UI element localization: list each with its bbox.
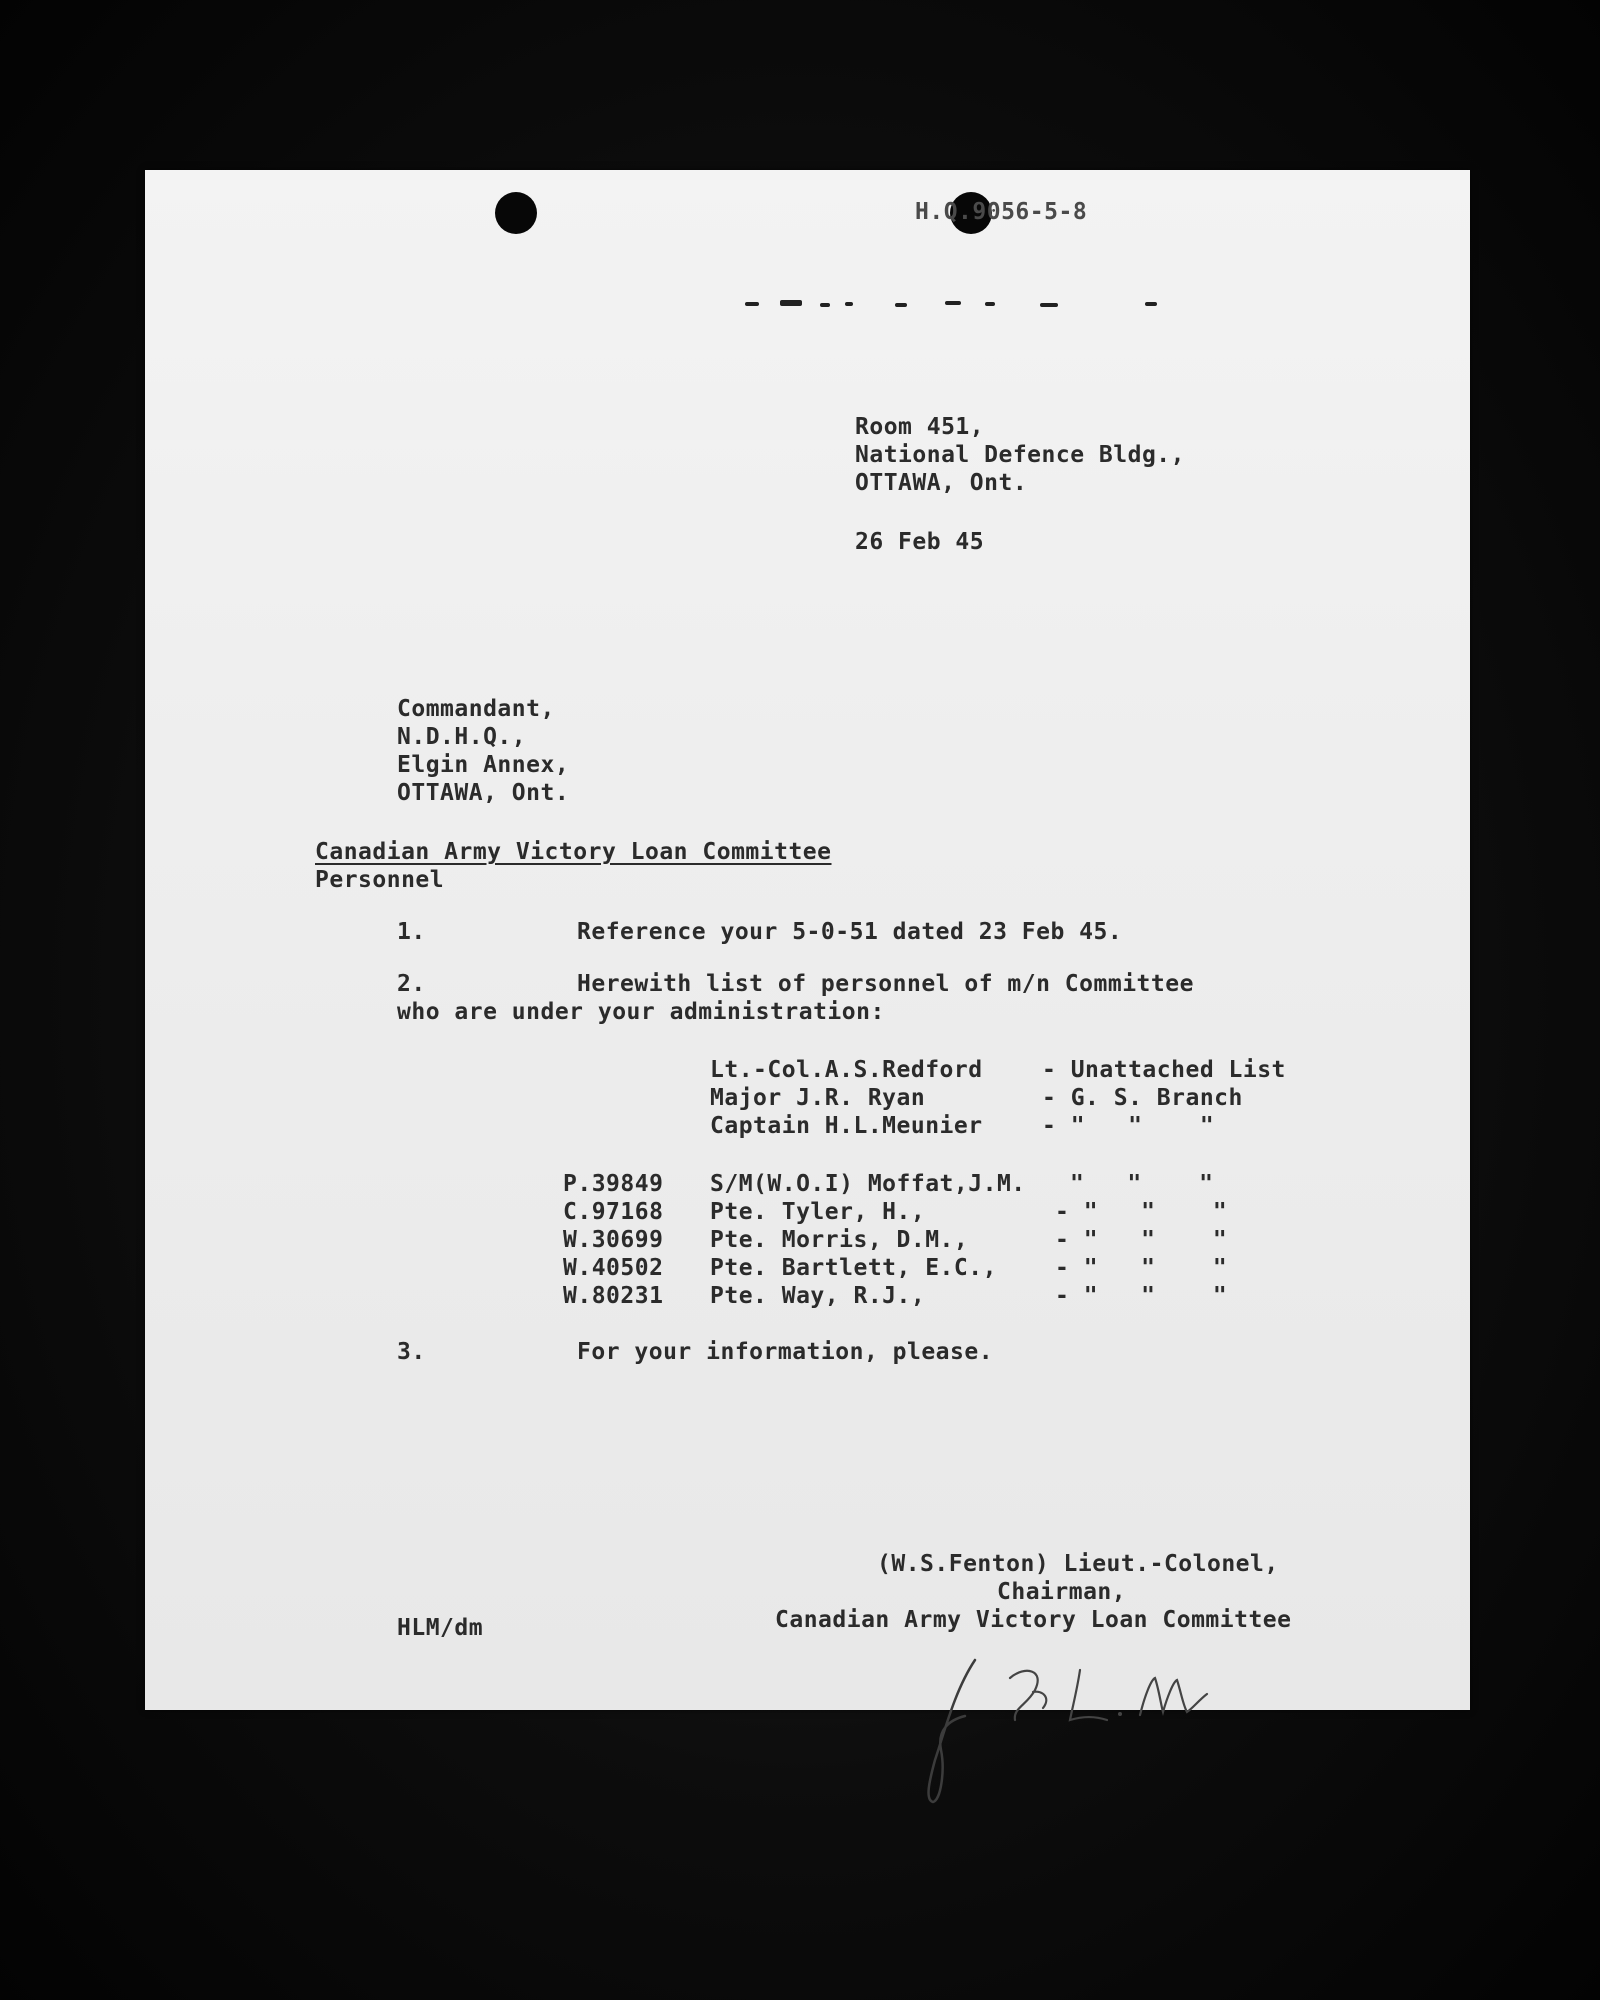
signatory-name: (W.S.Fenton) Lieut.-Colonel,	[877, 1551, 1279, 1577]
letter-date: 26 Feb 45	[855, 529, 985, 555]
typist-initials: HLM/dm	[397, 1615, 484, 1641]
personnel-name: Pte. Way, R.J.,	[710, 1283, 926, 1309]
signatory-role: Chairman,	[997, 1579, 1127, 1605]
officer-unit: - Unattached List	[1042, 1057, 1286, 1083]
paragraph-text: For your information, please.	[577, 1339, 994, 1365]
paragraph-number: 2.	[397, 971, 426, 997]
address-line-1: Room 451,	[855, 414, 985, 440]
service-number: C.97168	[563, 1199, 664, 1225]
signatory-committee: Canadian Army Victory Loan Committee	[775, 1607, 1292, 1633]
punch-hole-left	[495, 192, 537, 234]
personnel-name: Pte. Morris, D.M.,	[710, 1227, 969, 1253]
personnel-name: S/M(W.O.I) Moffat,J.M.	[710, 1171, 1026, 1197]
subject-line-1: Canadian Army Victory Loan Committee	[315, 839, 832, 865]
service-number: W.40502	[563, 1255, 664, 1281]
officer-name: Captain H.L.Meunier	[710, 1113, 983, 1139]
personnel-unit: - " " "	[1055, 1227, 1228, 1253]
personnel-name: Pte. Bartlett, E.C.,	[710, 1255, 997, 1281]
paragraph-text: Reference your 5-0-51 dated 23 Feb 45.	[577, 919, 1123, 945]
recipient-line-1: Commandant,	[397, 696, 555, 722]
personnel-unit: - " " "	[1055, 1283, 1228, 1309]
officer-unit: - " " "	[1042, 1113, 1215, 1139]
file-reference: H.Q.9056-5-8	[915, 199, 1088, 225]
officer-unit: - G. S. Branch	[1042, 1085, 1243, 1111]
address-line-3: OTTAWA, Ont.	[855, 470, 1028, 496]
service-number: P.39849	[563, 1171, 664, 1197]
personnel-name: Pte. Tyler, H.,	[710, 1199, 926, 1225]
document-page	[145, 170, 1470, 1710]
recipient-line-2: N.D.H.Q.,	[397, 724, 527, 750]
paragraph-number: 1.	[397, 919, 426, 945]
recipient-line-3: Elgin Annex,	[397, 752, 570, 778]
personnel-unit: - " " "	[1055, 1199, 1228, 1225]
officer-name: Major J.R. Ryan	[710, 1085, 926, 1111]
paragraph-text-line-2: who are under your administration:	[397, 999, 885, 1025]
paragraph-number: 3.	[397, 1339, 426, 1365]
handwritten-signature	[915, 1650, 1235, 1810]
service-number: W.30699	[563, 1227, 664, 1253]
service-number: W.80231	[563, 1283, 664, 1309]
officer-name: Lt.-Col.A.S.Redford	[710, 1057, 983, 1083]
address-line-2: National Defence Bldg.,	[855, 442, 1185, 468]
subject-line-2: Personnel	[315, 867, 445, 893]
personnel-unit: - " " "	[1055, 1255, 1228, 1281]
paragraph-text-line-1: Herewith list of personnel of m/n Committee	[577, 971, 1194, 997]
personnel-unit: " " "	[1070, 1171, 1214, 1197]
recipient-line-4: OTTAWA, Ont.	[397, 780, 570, 806]
